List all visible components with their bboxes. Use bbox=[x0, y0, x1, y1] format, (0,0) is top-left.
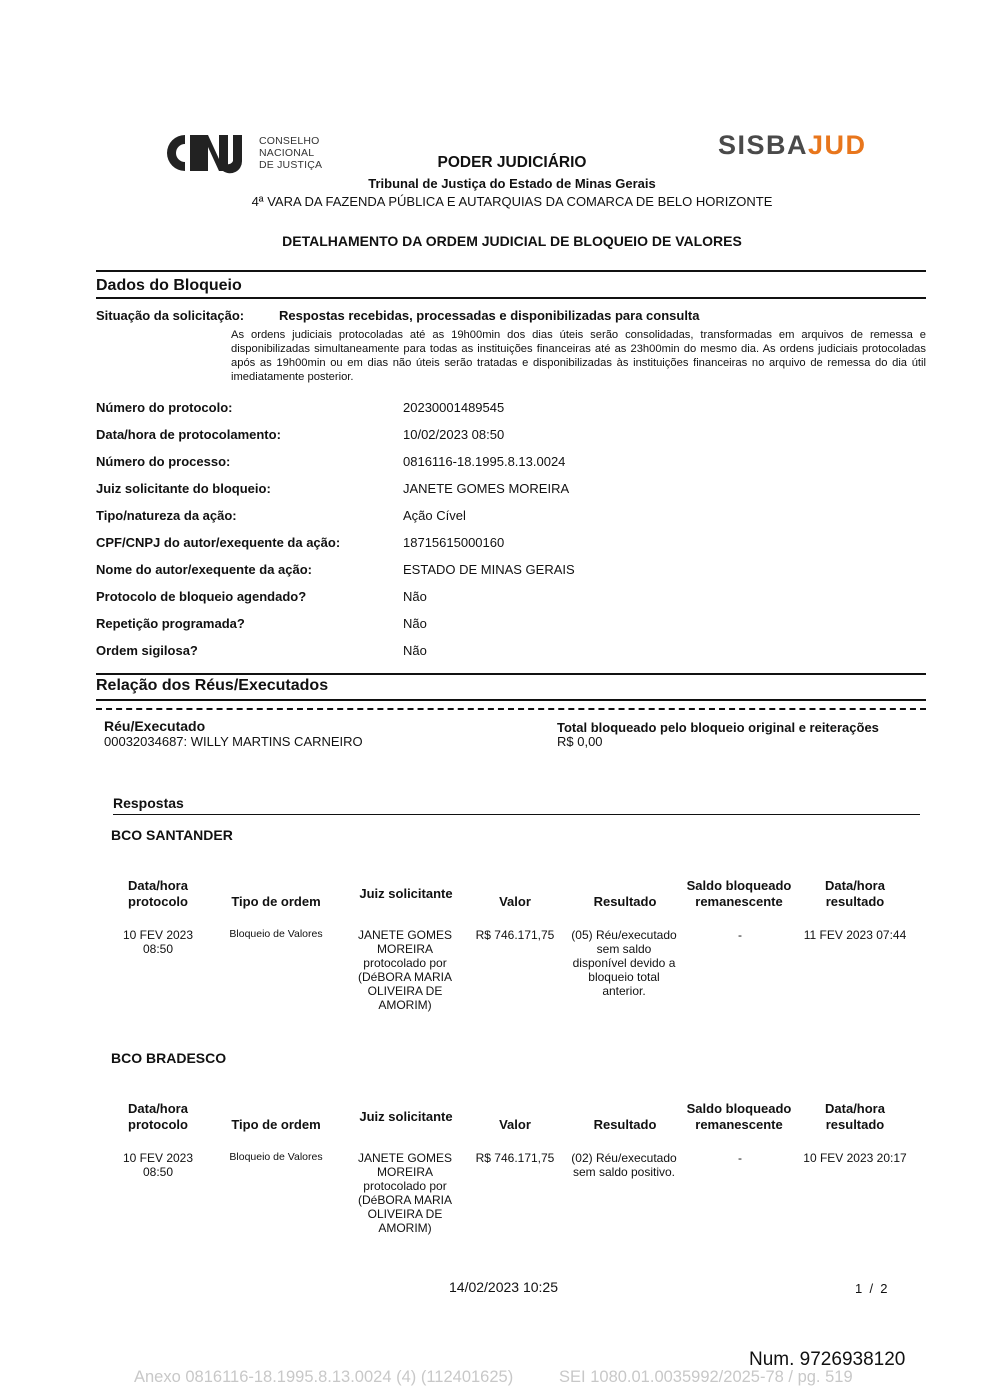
total-value: R$ 0,00 bbox=[557, 734, 603, 749]
header-title: PODER JUDICIÁRIO bbox=[437, 154, 587, 171]
column-header: Data/hora resultado bbox=[825, 1101, 885, 1132]
field-value: ESTADO DE MINAS GERAIS bbox=[403, 562, 575, 577]
page-number: 1 / 2 bbox=[855, 1281, 888, 1296]
cell-valor: R$ 746.171,75 bbox=[475, 1151, 555, 1165]
column-header: Data/hora resultado bbox=[825, 878, 885, 909]
field-label: Data/hora de protocolamento: bbox=[96, 427, 281, 442]
field-label: Juiz solicitante do bloqueio: bbox=[96, 481, 271, 496]
document-number: Num. 9726938120 bbox=[749, 1349, 906, 1370]
section-rule-bottom bbox=[96, 699, 926, 701]
cell-saldo: - bbox=[738, 1151, 742, 1165]
cell-data-resultado: 11 FEV 2023 07:44 bbox=[803, 928, 907, 942]
section-title-dados: Dados do Bloqueio bbox=[96, 277, 242, 294]
column-header: Data/hora protocolo bbox=[128, 1101, 188, 1132]
dashed-divider bbox=[96, 708, 926, 710]
field-value: 20230001489545 bbox=[403, 400, 505, 415]
court-name: Tribunal de Justiça do Estado de Minas Gerais bbox=[368, 176, 656, 191]
column-header: Data/hora protocolo bbox=[128, 878, 188, 909]
document-title: DETALHAMENTO DA ORDEM JUDICIAL DE BLOQUEIO DE VALORES bbox=[282, 233, 742, 249]
vara-name: 4ª VARA DA FAZENDA PÚBLICA E AUTARQUIAS DA COMARCA DE BELO HORIZONTE bbox=[251, 194, 773, 209]
field-label: Protocolo de bloqueio agendado? bbox=[96, 589, 307, 604]
field-value: Não bbox=[403, 589, 427, 604]
total-header: Total bloqueado pelo bloqueio original e reiterações bbox=[557, 720, 879, 735]
situacao-value: Respostas recebidas, processadas e disponibilizadas para consulta bbox=[279, 308, 700, 323]
sisbajud-logo: SISBAJUD bbox=[718, 130, 867, 160]
cell-protocolo: 10 FEV 2023 08:50 bbox=[122, 928, 194, 956]
column-header: Tipo de ordem bbox=[231, 1117, 321, 1132]
respostas-rule bbox=[113, 814, 920, 815]
column-header: Saldo bloqueado remanescente bbox=[686, 878, 792, 909]
bank-name: BCO BRADESCO bbox=[111, 1050, 227, 1066]
respostas-title: Respostas bbox=[113, 795, 184, 811]
field-value: Não bbox=[403, 643, 427, 658]
field-label: Número do processo: bbox=[96, 454, 231, 469]
cell-resultado: (05) Réu/executado sem saldo disponível devido a bloqueio total anterior. bbox=[571, 928, 677, 998]
reu-header: Réu/Executado bbox=[104, 718, 206, 734]
cell-protocolo: 10 FEV 2023 08:50 bbox=[122, 1151, 194, 1179]
reu-value: 00032034687: WILLY MARTINS CARNEIRO bbox=[104, 734, 363, 749]
section-rule-top bbox=[96, 673, 926, 675]
cell-tipo: Bloqueio de Valores bbox=[229, 928, 323, 940]
bank-name: BCO SANTANDER bbox=[111, 827, 233, 843]
cell-data-resultado: 10 FEV 2023 20:17 bbox=[803, 1151, 907, 1165]
field-value: Ação Cível bbox=[403, 508, 466, 523]
cell-tipo: Bloqueio de Valores bbox=[229, 1151, 323, 1163]
field-label: Número do protocolo: bbox=[96, 400, 233, 415]
field-value: JANETE GOMES MOREIRA bbox=[403, 481, 570, 496]
anexo-watermark: Anexo 0816116-18.1995.8.13.0024 (4) (112401625) SEI 1080.01.0035992/2025-78 / pg. 519 bbox=[134, 1368, 853, 1386]
column-header: Resultado bbox=[593, 894, 657, 909]
cell-valor: R$ 746.171,75 bbox=[475, 928, 555, 942]
field-value: 0816116-18.1995.8.13.0024 bbox=[403, 454, 566, 469]
field-value: Não bbox=[403, 616, 427, 631]
field-label: CPF/CNPJ do autor/exequente da ação: bbox=[96, 535, 341, 550]
cell-saldo: - bbox=[738, 928, 742, 942]
field-label: Tipo/natureza da ação: bbox=[96, 508, 237, 523]
situacao-note: As ordens judiciais protocoladas até as 19h00min dos dias úteis serão consolidadas, transformadas em arquivos de remessa e disponibilizadas simultaneamente para todas as instituições financeiras até as 23h00min do mesmo dia. As ordens judiciais protocoladas após as 19h00min ou em dias não úteis serão tratadas e disponibilizadas às instituições financeiras no arquivo de remessa do dia útil imediatamente posterior. bbox=[231, 329, 926, 383]
column-header: Tipo de ordem bbox=[231, 894, 321, 909]
footer-datetime: 14/02/2023 10:25 bbox=[449, 1279, 558, 1295]
section-rule-bottom bbox=[96, 297, 926, 299]
column-header: Saldo bloqueado remanescente bbox=[686, 1101, 792, 1132]
column-header: Resultado bbox=[593, 1117, 657, 1132]
field-label: Nome do autor/exequente da ação: bbox=[96, 562, 312, 577]
cell-resultado: (02) Réu/executado sem saldo positivo. bbox=[571, 1151, 677, 1179]
cell-juiz: JANETE GOMES MOREIRA protocolado por (DéBORA MARIA OLIVEIRA DE AMORIM) bbox=[357, 928, 453, 1012]
cell-juiz: JANETE GOMES MOREIRA protocolado por (DéBORA MARIA OLIVEIRA DE AMORIM) bbox=[357, 1151, 453, 1235]
field-label: Ordem sigilosa? bbox=[96, 643, 198, 658]
column-header: Valor bbox=[499, 1117, 531, 1132]
field-label: Repetição programada? bbox=[96, 616, 245, 631]
field-value: 18715615000160 bbox=[403, 535, 505, 550]
column-header: Juiz solicitante bbox=[359, 886, 453, 901]
cnj-logo-text: CONSELHO NACIONAL DE JUSTIÇA bbox=[259, 135, 323, 171]
situacao-label: Situação da solicitação: bbox=[96, 308, 245, 323]
section-rule-top bbox=[96, 270, 926, 272]
field-value: 10/02/2023 08:50 bbox=[403, 427, 505, 442]
column-header: Valor bbox=[499, 894, 531, 909]
column-header: Juiz solicitante bbox=[359, 1109, 453, 1124]
section-title-reus: Relação dos Réus/Executados bbox=[96, 677, 329, 694]
